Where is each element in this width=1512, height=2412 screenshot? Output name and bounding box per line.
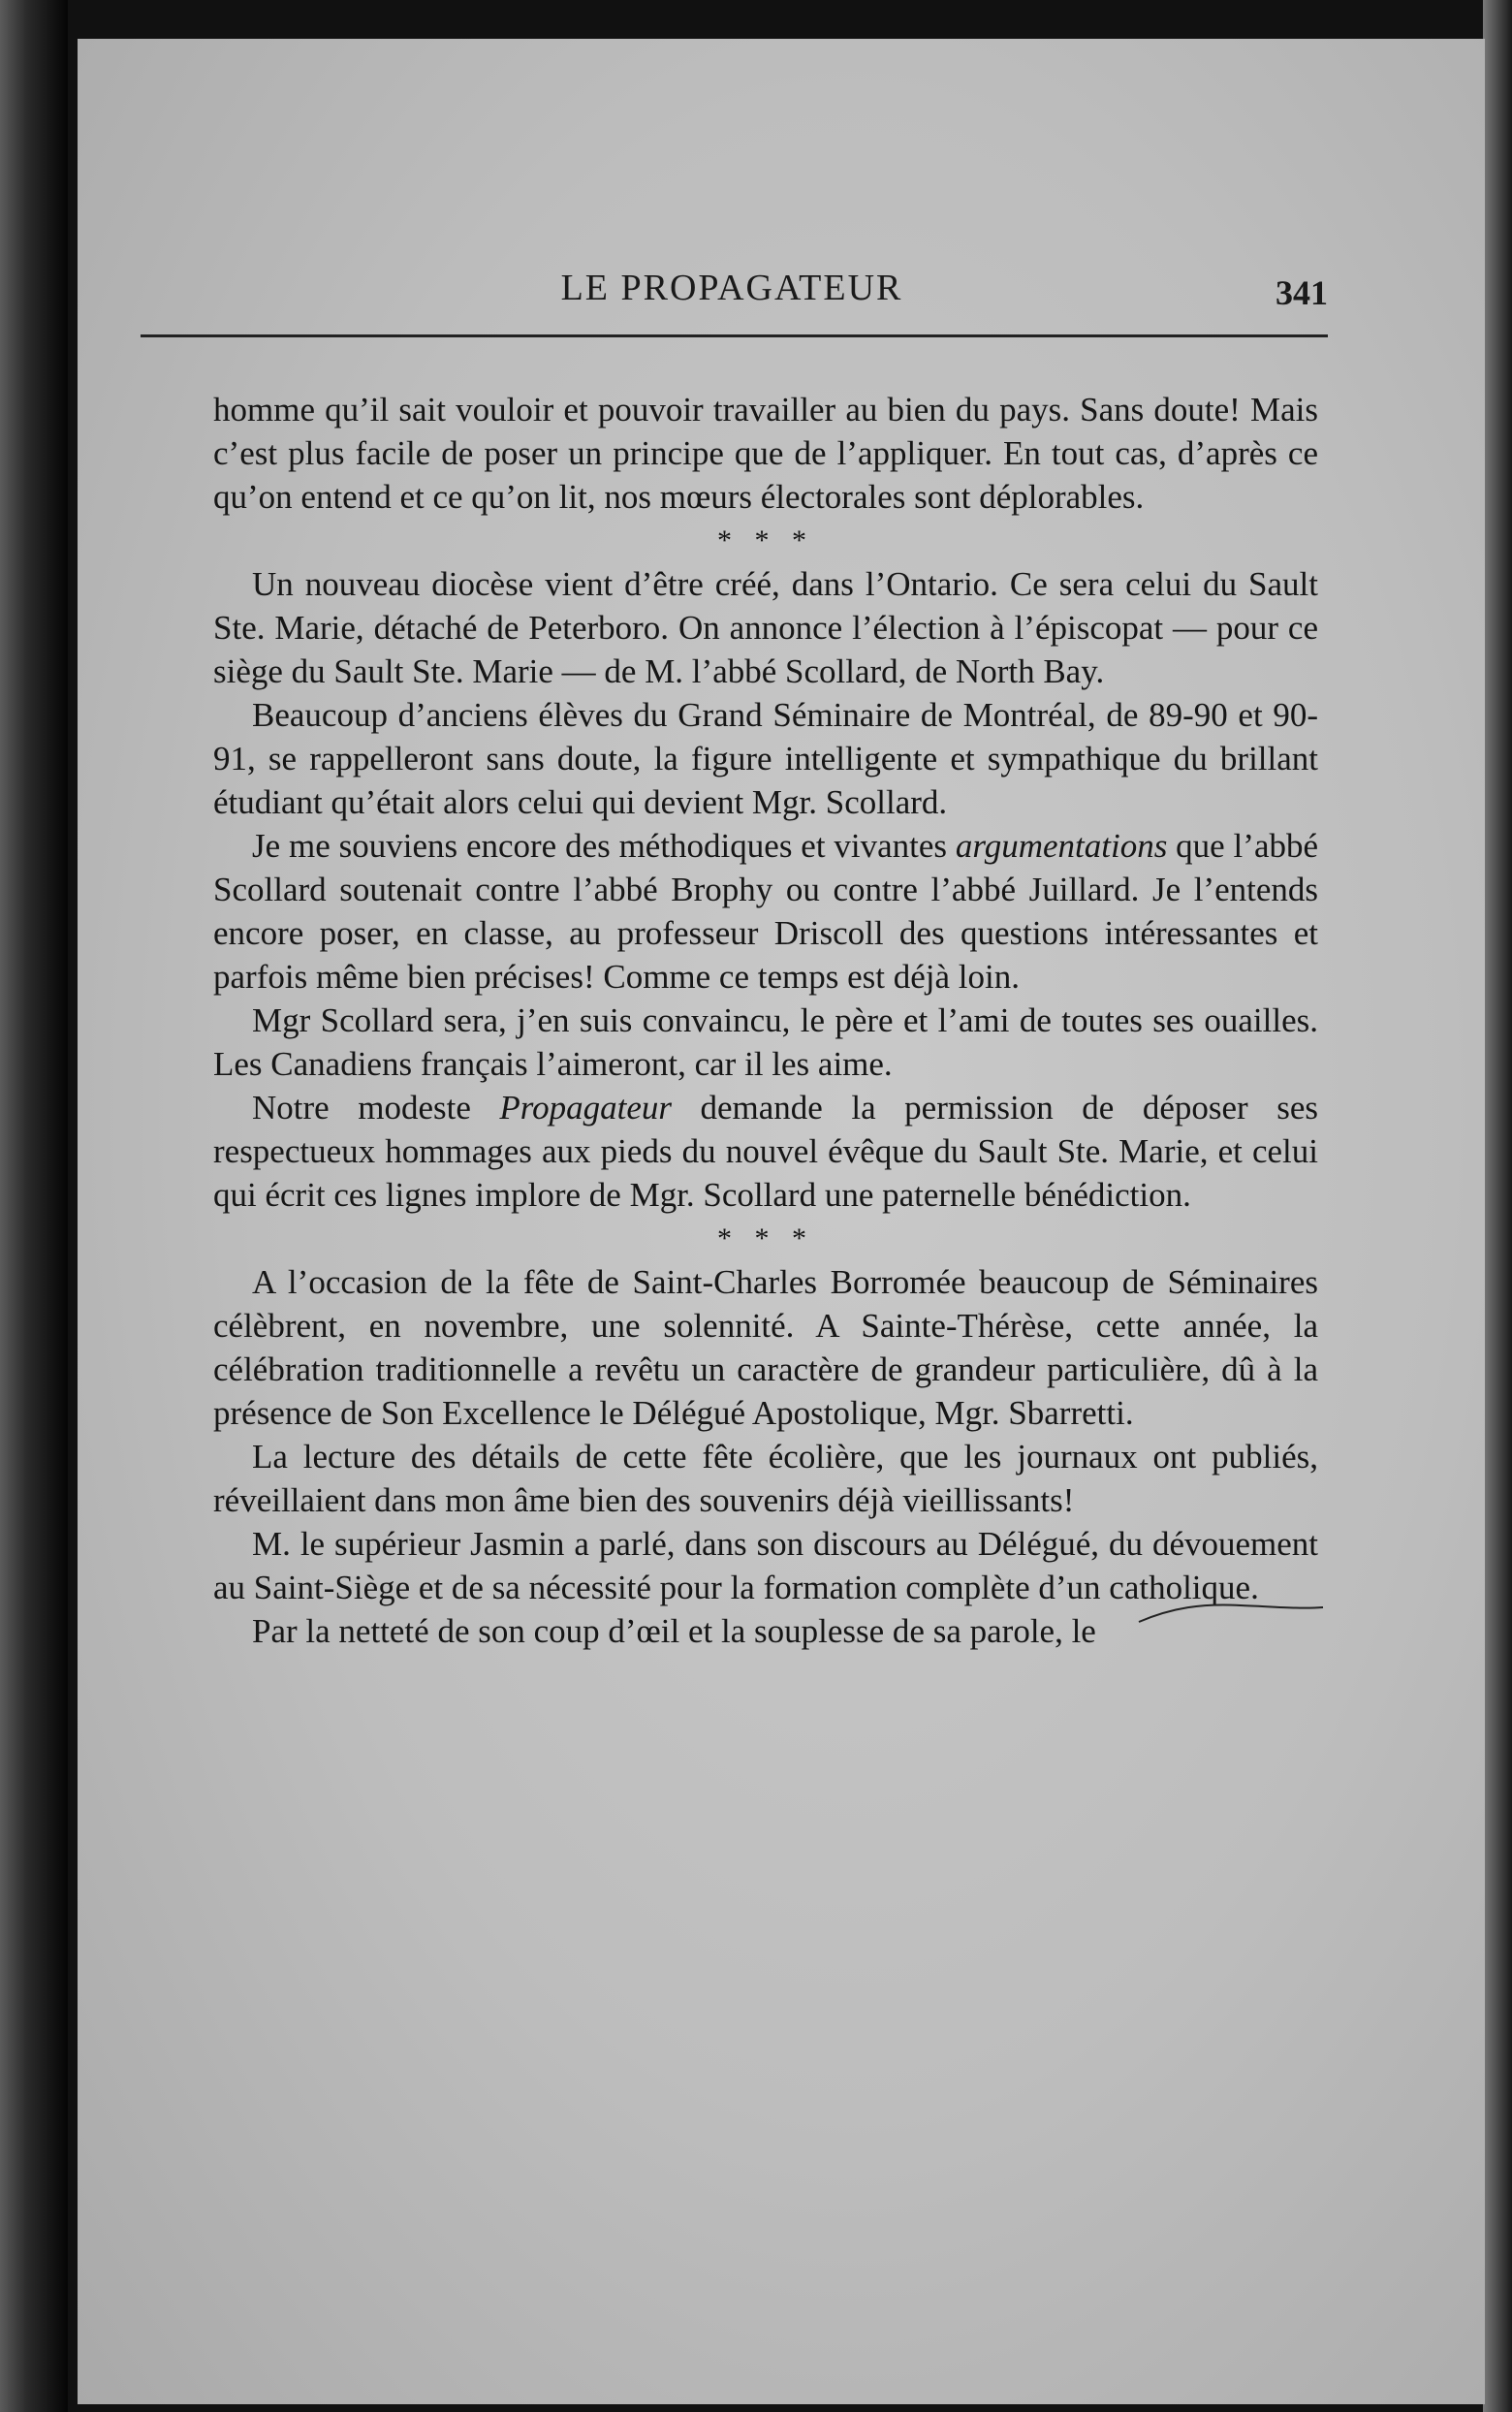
running-title: LE PROPAGATEUR bbox=[560, 268, 903, 308]
ink-flourish-mark bbox=[1134, 1598, 1328, 1627]
paragraph-jasmin: M. le supérieur Jasmin a parlé, dans son discours au Délégué, du dévouement au Saint-Siège et de sa nécessité pour la formation complète d’un catholique. bbox=[213, 1525, 1318, 1606]
text-run: demande la permission de déposer ses respectueux hommages aux pieds du nouvel évêque du Sault Ste. Marie, et celui qui écrit ces lignes implore de Mgr. Scollard une paternelle bénédiction. bbox=[213, 1089, 1318, 1214]
paragraph-argumentations bbox=[213, 824, 1318, 999]
italic-title: Propagateur bbox=[499, 1089, 672, 1127]
paragraph-mgr-scollard: Mgr Scollard sera, j’en suis convaincu, le père et l’ami de toutes ses ouailles. Les Canadiens français l’aimeront, car il les aime. bbox=[213, 1001, 1318, 1083]
paragraph-propagateur bbox=[213, 1086, 1318, 1217]
book-page bbox=[78, 39, 1485, 2404]
header-rule bbox=[141, 334, 1328, 337]
section-separator: * * * bbox=[717, 524, 814, 556]
page-number: 341 bbox=[1276, 273, 1328, 312]
paragraph-saint-charles: A l’occasion de la fête de Saint-Charles Borromée beaucoup de Séminaires célèbrent, en novembre, une solennité. A Sainte-Thérèse, cette année, la célébration traditionnelle a revêtu un caractère de grandeur particulière, dû à la présence de Son Excellence le Délégué Apostolique, Mgr. Sbarretti. bbox=[213, 1263, 1318, 1432]
paragraph-nettete: Par la netteté de son coup d’œil et la souplesse de sa parole, le bbox=[252, 1612, 1096, 1650]
page-header bbox=[136, 257, 1328, 325]
italic-term: argumentations bbox=[955, 827, 1168, 865]
section-separator: * * * bbox=[717, 1222, 814, 1254]
book-gutter-left bbox=[0, 0, 68, 2412]
page-body bbox=[213, 388, 1318, 1653]
paragraph-continuation: homme qu’il sait vouloir et pouvoir travailler au bien du pays. Sans doute! Mais c’est plus facile de poser un principe que de l’appliquer. En tout cas, d’après ce qu’on entend et ce qu’on lit, nos mœurs électorales sont déplorables. bbox=[213, 391, 1318, 516]
paragraph-lecture: La lecture des détails de cette fête écolière, que les journaux ont publiés, réveillaient dans mon âme bien des souvenirs déjà vieillissants! bbox=[213, 1438, 1318, 1519]
text-run: que l’abbé Scollard soutenait contre l’abbé Brophy ou contre l’abbé Juillard. Je l’entends encore poser, en classe, au professeur Driscoll des questions intéressantes et parfois même bien précises! Comme ce temps est déjà loin. bbox=[213, 827, 1319, 996]
text-run: Je me souviens encore des méthodiques et vivantes bbox=[252, 827, 956, 865]
book-edge-right bbox=[1483, 0, 1512, 2412]
paragraph-diocese: Un nouveau diocèse vient d’être créé, dans l’Ontario. Ce sera celui du Sault Ste. Marie, détaché de Peterboro. On annonce l’élection à l’épiscopat — pour ce siège du Sault Ste. Marie — de M. l’abbé Scollard, de North Bay. bbox=[213, 565, 1318, 690]
paragraph-seminary: Beaucoup d’anciens élèves du Grand Séminaire de Montréal, de 89-90 et 90-91, se rappelleront sans doute, la figure intelligente et sympathique du brillant étudiant qu’était alors celui qui devient Mgr. Scollard. bbox=[213, 696, 1318, 821]
text-run: Notre modeste bbox=[252, 1089, 500, 1127]
